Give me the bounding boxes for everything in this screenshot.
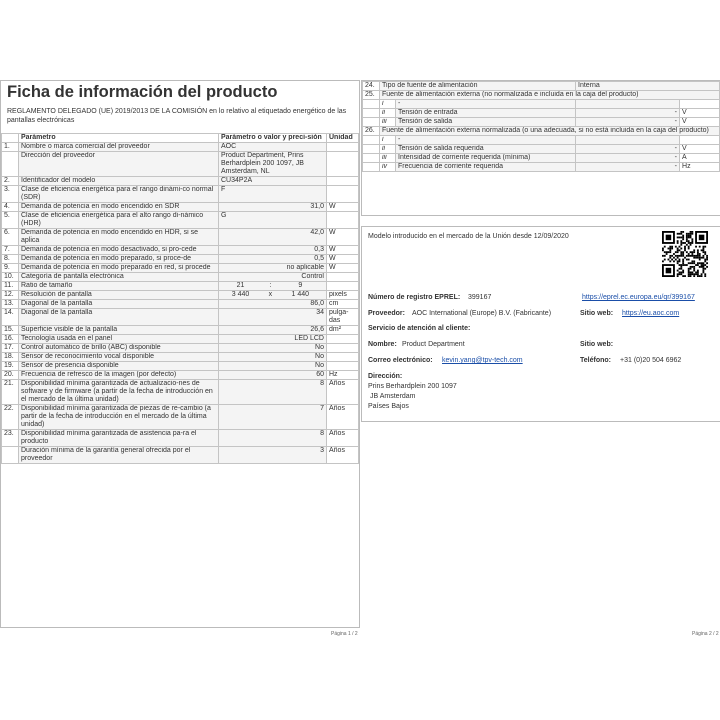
row-number: 24. <box>363 82 380 91</box>
unit-cell: V <box>680 109 720 118</box>
value-cell <box>576 136 680 145</box>
param-cell: Tipo de fuente de alimentación <box>380 82 576 91</box>
unit-cell <box>327 282 359 291</box>
unit-cell <box>327 362 359 371</box>
row-number: 26. <box>363 127 380 136</box>
table-row <box>2 255 359 264</box>
unit-cell: Años <box>327 430 359 447</box>
unit-cell: V <box>680 145 720 154</box>
value-cell: 8 <box>219 380 327 405</box>
value-cell <box>219 282 327 291</box>
sub-index: ii <box>380 109 396 118</box>
supply-row <box>363 100 720 109</box>
value-cell: 26,6 <box>219 326 327 335</box>
param-cell: Clase de eficiencia energética para el alto rango di-námico (HDR) <box>19 212 219 229</box>
unit-cell: Años <box>327 405 359 430</box>
eprel-link[interactable]: https://eprel.ec.europa.eu/qr/399167 <box>582 294 695 301</box>
res-a: 3 440 <box>231 291 250 298</box>
value-cell: 0,5 <box>219 255 327 264</box>
unit-cell <box>327 143 359 152</box>
value-cell: LED LCD <box>219 335 327 344</box>
sub-index: iii <box>380 118 396 127</box>
unit-cell: Años <box>327 380 359 405</box>
sub-index: i <box>380 136 396 145</box>
table-row <box>2 291 359 300</box>
value-cell <box>219 291 327 300</box>
page-2 <box>361 80 720 216</box>
regulation-text: REGLAMENTO DELEGADO (UE) 2019/2013 DE LA COMISIÓN en lo relativo al etiquetado energético de las pantallas electrónicas <box>7 108 347 124</box>
row-number: 7. <box>2 246 19 255</box>
value-cell: no aplicable <box>219 264 327 273</box>
row-number: 1. <box>2 143 19 152</box>
unit-cell <box>327 335 359 344</box>
page-footer-2: Página 2 / 2 <box>692 631 719 637</box>
address-line-1: Prins Berhardplein 200 1097 <box>368 383 457 390</box>
eprel-value: 399167 <box>468 294 492 301</box>
header-param: Parámetro <box>19 134 219 143</box>
param-cell: Sensor de reconocimiento vocal disponible <box>19 353 219 362</box>
value-cell: AOC <box>219 143 327 152</box>
row-number: 20. <box>2 371 19 380</box>
row-number: 6. <box>2 229 19 246</box>
phone-label: Teléfono: <box>580 357 611 364</box>
value-cell: - <box>576 145 680 154</box>
unit-cell: Hz <box>327 371 359 380</box>
value-cell: No <box>219 353 327 362</box>
unit-cell: Hz <box>680 163 720 172</box>
value-cell: CU34P2A <box>219 177 327 186</box>
address-label: Dirección: <box>368 373 403 380</box>
param-cell: Demanda de potencia en modo preparado, si proce-de <box>19 255 219 264</box>
eprel-label: Número de registro EPREL: <box>368 294 461 301</box>
param-cell: Diagonal de la pantalla <box>19 309 219 326</box>
value-cell: 8 <box>219 430 327 447</box>
param-cell: Tensión de salida requerida <box>396 145 576 154</box>
unit-cell: W <box>327 255 359 264</box>
value-cell: G <box>219 212 327 229</box>
qr-code-icon <box>662 231 708 277</box>
email-link[interactable]: kevin.yang@tpv-tech.com <box>442 357 523 364</box>
page-title: Ficha de información del producto <box>7 83 278 101</box>
table-row <box>2 447 359 464</box>
param-cell: Frecuencia de corriente requerida <box>396 163 576 172</box>
value-cell: 60 <box>219 371 327 380</box>
param-cell: Duración mínima de la garantía general ofrecida por el proveedor <box>19 447 219 464</box>
table-row <box>2 371 359 380</box>
row-number <box>2 152 19 177</box>
table-row <box>2 177 359 186</box>
row-number: 3. <box>2 186 19 203</box>
row-number <box>363 154 380 163</box>
param-cell: Superficie visible de la pantalla <box>19 326 219 335</box>
param-cell: Diagonal de la pantalla <box>19 300 219 309</box>
res-sep: x <box>268 291 273 298</box>
unit-cell: W <box>327 246 359 255</box>
value-cell: No <box>219 344 327 353</box>
value-cell: - <box>576 163 680 172</box>
supply-row <box>363 136 720 145</box>
table-row <box>2 229 359 246</box>
ratio-sep: : <box>269 282 272 289</box>
row-number: 5. <box>2 212 19 229</box>
unit-cell: W <box>327 264 359 273</box>
row-number: 9. <box>2 264 19 273</box>
row-number <box>363 100 380 109</box>
row-number: 13. <box>2 300 19 309</box>
unit-cell: W <box>327 229 359 246</box>
row-number: 10. <box>2 273 19 282</box>
product-info-box <box>361 226 720 422</box>
supply-row <box>363 91 720 100</box>
param-cell: Nombre o marca comercial del proveedor <box>19 143 219 152</box>
supply-row <box>363 82 720 91</box>
row-number <box>363 118 380 127</box>
value-cell: F <box>219 186 327 203</box>
supply-row <box>363 154 720 163</box>
param-cell: Tensión de entrada <box>396 109 576 118</box>
row-number: 19. <box>2 362 19 371</box>
param-cell: Clase de eficiencia energética para el rango dinámi-co normal (SDR) <box>19 186 219 203</box>
value-cell: 86,0 <box>219 300 327 309</box>
unit-cell <box>327 353 359 362</box>
param-cell: Demanda de potencia en modo encendido en HDR, si se aplica <box>19 229 219 246</box>
value-cell: - <box>576 154 680 163</box>
provider-value: AOC International (Europe) B.V. (Fabricante) <box>412 310 552 317</box>
row-number: 22. <box>2 405 19 430</box>
sub-index: i <box>380 100 396 109</box>
value-cell: 0,3 <box>219 246 327 255</box>
product-info-table <box>1 133 359 464</box>
row-number: 23. <box>2 430 19 447</box>
value-cell: 7 <box>219 405 327 430</box>
row-number <box>363 109 380 118</box>
res-b: 1 440 <box>291 291 310 298</box>
param-cell: Fuente de alimentación externa normalizada (o una adecuada, si no está incluida en la caja del producto) <box>380 127 720 136</box>
value-cell: - <box>576 109 680 118</box>
sub-index: iii <box>380 154 396 163</box>
unit-cell: cm <box>327 300 359 309</box>
address-line-2: JB Amsterdam <box>370 393 416 400</box>
value-cell: Product Department, Prins Berhardplein 200 1097, JB Amsterdam, NL <box>219 152 327 177</box>
phone-value: +31 (0)20 504 6962 <box>620 357 682 364</box>
header-value: Parámetro o valor y preci-sión <box>219 134 327 143</box>
table-row <box>2 186 359 203</box>
table-row <box>2 344 359 353</box>
table-row <box>2 152 359 177</box>
param-cell: Demanda de potencia en modo desactivado, si pro-cede <box>19 246 219 255</box>
param-cell: Tensión de salida <box>396 118 576 127</box>
unit-cell <box>327 186 359 203</box>
value-cell <box>576 100 680 109</box>
value-cell: 31,0 <box>219 203 327 212</box>
table-row <box>2 212 359 229</box>
param-cell: Ratio de tamaño <box>19 282 219 291</box>
table-row <box>2 282 359 291</box>
table-row <box>2 326 359 335</box>
table-row <box>2 380 359 405</box>
param-cell: Disponibilidad mínima garantizada de actualizacio-nes de software y de firmware (a partir de la fecha de introducción en el mercado de la última unidad) <box>19 380 219 405</box>
unit-cell: A <box>680 154 720 163</box>
supply-row <box>363 163 720 172</box>
param-cell: Tecnología usada en el panel <box>19 335 219 344</box>
param-cell: Disponibilidad mínima garantizada de asistencia pa-ra el producto <box>19 430 219 447</box>
value-cell: No <box>219 362 327 371</box>
row-number: 11. <box>2 282 19 291</box>
row-number <box>363 136 380 145</box>
param-cell: Categoría de pantalla electrónica <box>19 273 219 282</box>
param-cell: Control automático de brillo (ABC) disponible <box>19 344 219 353</box>
sub-index: ii <box>380 145 396 154</box>
param-cell: Frecuencia de refresco de la imagen (por defecto) <box>19 371 219 380</box>
param-cell: Fuente de alimentación externa (no normalizada e incluida en la caja del producto) <box>380 91 720 100</box>
param-cell: Identificador del modelo <box>19 177 219 186</box>
param-cell: Intensidad de corriente requerida (mínima) <box>396 154 576 163</box>
row-number: 25. <box>363 91 380 100</box>
unit-cell: Años <box>327 447 359 464</box>
table-row <box>2 335 359 344</box>
table-row <box>2 430 359 447</box>
table-row <box>2 300 359 309</box>
table-row <box>2 353 359 362</box>
ratio-b: 9 <box>298 282 303 289</box>
row-number: 4. <box>2 203 19 212</box>
value-cell: 34 <box>219 309 327 326</box>
email-label: Correo electrónico: <box>368 357 433 364</box>
row-number: 15. <box>2 326 19 335</box>
unit-cell: pixels <box>327 291 359 300</box>
row-number <box>2 447 19 464</box>
supply-row <box>363 127 720 136</box>
table-row <box>2 309 359 326</box>
unit-cell <box>680 100 720 109</box>
model-intro-text: Modelo introducido en el mercado de la Unión desde 12/09/2020 <box>368 233 569 240</box>
param-cell: Sensor de presencia disponible <box>19 362 219 371</box>
supply-row <box>363 145 720 154</box>
table-row <box>2 143 359 152</box>
web2-label: Sitio web: <box>580 341 614 348</box>
row-number: 14. <box>2 309 19 326</box>
unit-cell: dm² <box>327 326 359 335</box>
row-number: 17. <box>2 344 19 353</box>
row-number: 18. <box>2 353 19 362</box>
param-cell: Dirección del proveedor <box>19 152 219 177</box>
table-row <box>2 203 359 212</box>
web-link[interactable]: https://eu.aoc.com <box>622 310 680 317</box>
row-number <box>363 163 380 172</box>
header-unit: Unidad <box>327 134 359 143</box>
param-cell: - <box>396 136 576 145</box>
table-header <box>2 134 359 143</box>
unit-cell <box>327 152 359 177</box>
unit-cell: V <box>680 118 720 127</box>
param-cell: Demanda de potencia en modo encendido en SDR <box>19 203 219 212</box>
value-cell: Interna <box>576 82 720 91</box>
name-label: Nombre: <box>368 341 397 348</box>
unit-cell <box>327 177 359 186</box>
value-cell: 3 <box>219 447 327 464</box>
name-value: Product Department <box>402 341 465 348</box>
unit-cell: pulga-das <box>327 309 359 326</box>
row-number <box>363 145 380 154</box>
row-number: 12. <box>2 291 19 300</box>
row-number: 2. <box>2 177 19 186</box>
value-cell: Control <box>219 273 327 282</box>
row-number: 8. <box>2 255 19 264</box>
unit-cell <box>327 344 359 353</box>
table-row <box>2 246 359 255</box>
ratio-a: 21 <box>236 282 245 289</box>
param-cell: Resolución de pantalla <box>19 291 219 300</box>
sub-index: iv <box>380 163 396 172</box>
table-row <box>2 264 359 273</box>
address-line-3: Países Bajos <box>368 403 409 410</box>
unit-cell <box>680 136 720 145</box>
table-row <box>2 273 359 282</box>
service-label: Servicio de atención al cliente: <box>368 325 471 332</box>
unit-cell: W <box>327 203 359 212</box>
value-cell: 42,0 <box>219 229 327 246</box>
param-cell: Demanda de potencia en modo preparado en red, si procede <box>19 264 219 273</box>
row-number: 21. <box>2 380 19 405</box>
unit-cell <box>327 212 359 229</box>
unit-cell <box>327 273 359 282</box>
table-row <box>2 362 359 371</box>
provider-label: Proveedor: <box>368 310 405 317</box>
header-num <box>2 134 19 143</box>
page-1 <box>0 80 360 628</box>
web-label: Sitio web: <box>580 310 614 317</box>
row-number: 16. <box>2 335 19 344</box>
power-supply-table <box>362 81 720 172</box>
table-row <box>2 405 359 430</box>
value-cell: - <box>576 118 680 127</box>
page-footer-1: Página 1 / 2 <box>331 631 358 637</box>
supply-row <box>363 118 720 127</box>
param-cell: - <box>396 100 576 109</box>
supply-row <box>363 109 720 118</box>
param-cell: Disponibilidad mínima garantizada de piezas de re-cambio (a partir de la fecha de introducción en el mercado de la última unidad) <box>19 405 219 430</box>
